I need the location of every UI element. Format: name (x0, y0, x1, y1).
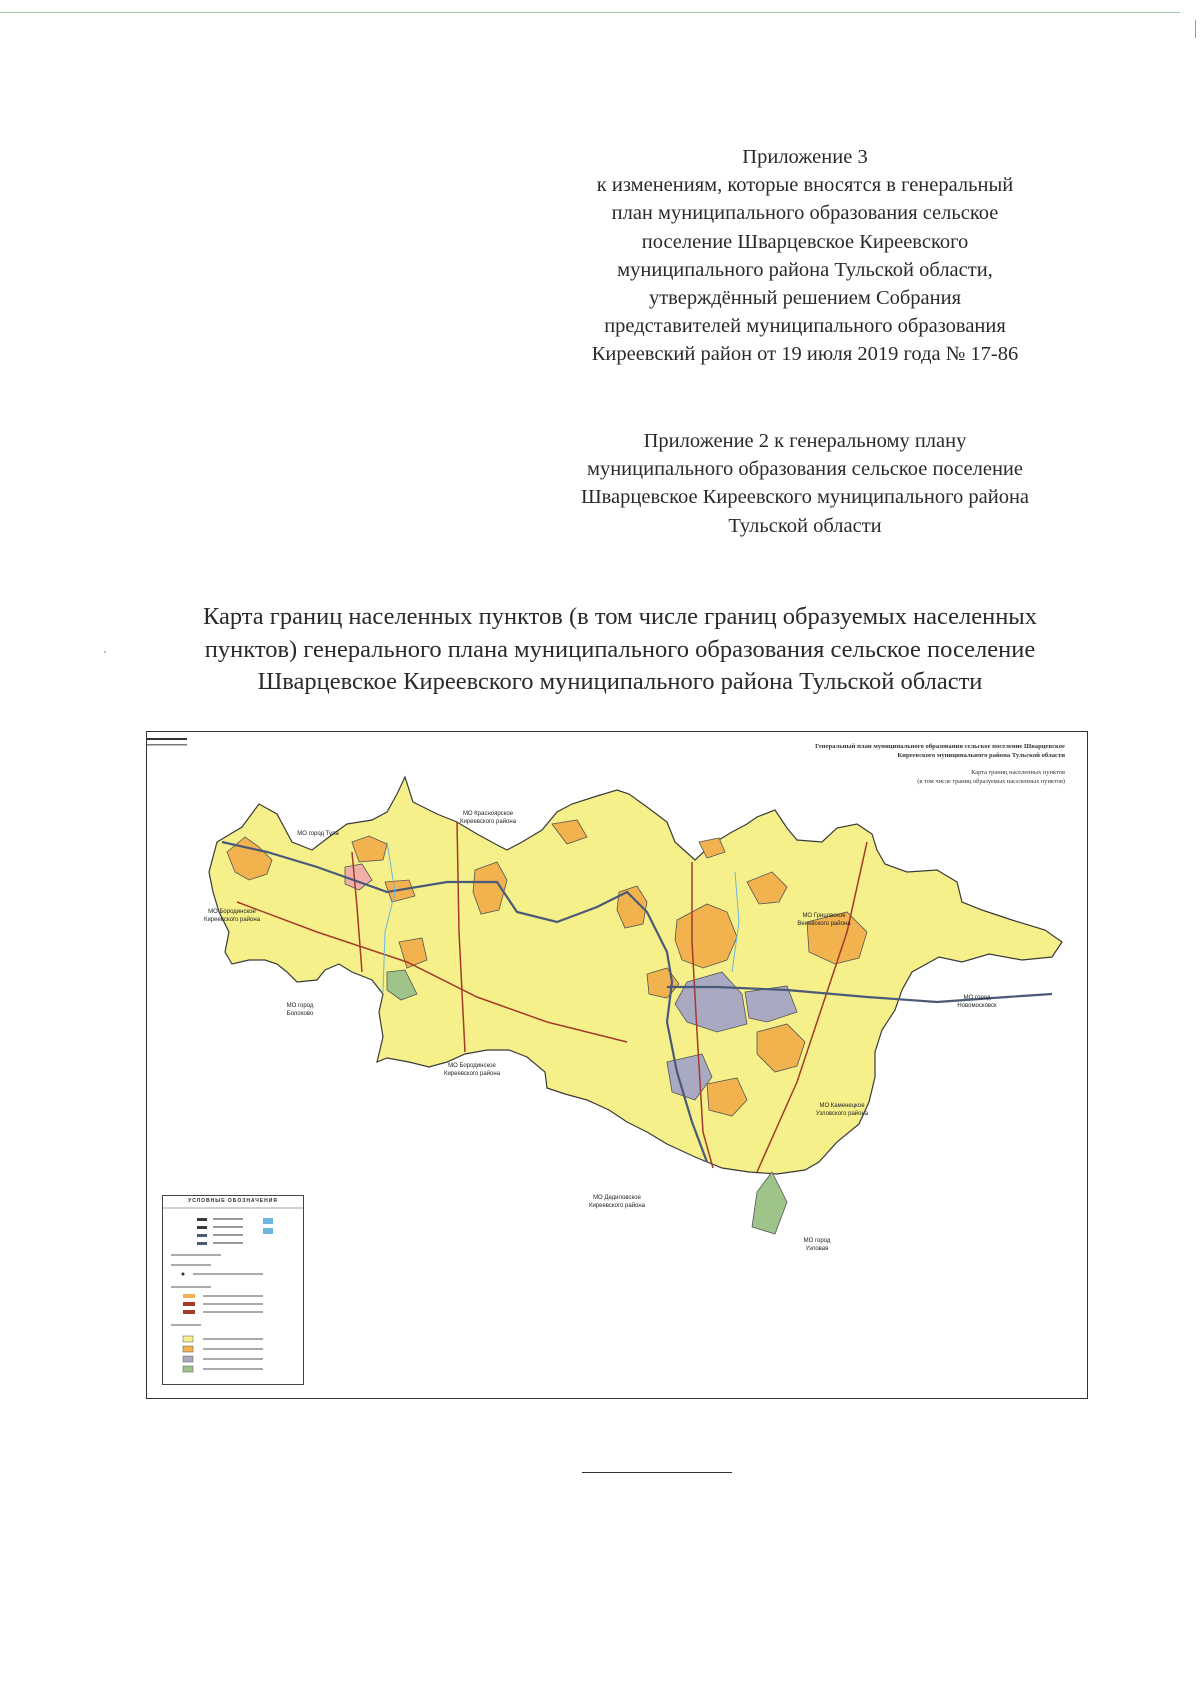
label-tula: МО город Тула (297, 831, 339, 837)
label-dedilovskoe: МО Дедиловское Киреевского района (588, 1195, 646, 1209)
scan-dot (104, 651, 106, 653)
annex-2-line: Приложение 2 к генеральному плану (643, 430, 967, 452)
map-header-line: Киреевского муниципального района Тульской области (897, 752, 1065, 759)
map-subheader-line: Карта границ населенных пунктов (971, 769, 1065, 776)
label-bolokhovo: МО город Болохово (286, 1003, 314, 1017)
map-frame (146, 731, 1088, 1399)
annex-3-line: представителей муниципального образования (604, 315, 1006, 338)
label-gritsovskoe: МО Грицовское Веневского района (797, 913, 851, 927)
annex-3-line: к изменениям, которые вносятся в генеральный (596, 174, 1014, 197)
map-subheader (735, 768, 1065, 786)
annex-3-line: утверждённый решением Собрания (648, 287, 962, 310)
legend-swatches (163, 1196, 303, 1384)
annex-3-line: муниципального района Тульской области, (617, 258, 993, 281)
map-title-line: Шварцевское Киреевского муниципального района Тульской области (257, 668, 983, 695)
map-title-line: Карта границ населенных пунктов (в том числе границ образуемых населенных (202, 603, 1038, 630)
top-border-line (0, 12, 1180, 13)
annex-3-block (545, 143, 1065, 369)
map-title (140, 601, 1100, 699)
annex-3-line: поселение Шварцевское Киреевского (641, 230, 969, 253)
label-borodinskoe-south: МО Бородинское Киреевского района (443, 1063, 501, 1077)
label-borodinskoe-west: МО Бородинское Киреевского района (203, 909, 261, 923)
annex-2-line: муниципального образования сельское поселение (586, 458, 1023, 481)
annex-2-line: Тульской области (728, 514, 882, 537)
green-zone (752, 1172, 787, 1234)
map-header-line: Генеральный план муниципального образования сельское поселение Шварцевское (815, 743, 1065, 750)
map-header (735, 742, 1065, 760)
map-legend (162, 1195, 304, 1385)
annex-3-line: Киреевский район от 19 июля 2019 года № 17-86 (591, 343, 1019, 366)
label-uzlovaya: МО город Узловая (803, 1238, 831, 1252)
closing-rule (582, 1472, 732, 1473)
map-subheader-line: (в том числе границ образуемых населенных пунктов) (917, 778, 1065, 785)
annex-2-line: Шварцевское Киреевского муниципального района (580, 486, 1030, 509)
label-novomoskovsk: МО город Новомосковск (957, 995, 997, 1009)
scan-edge-mark (1195, 20, 1196, 38)
map-title-line: пунктов) генерального плана муниципального образования сельское поселение (204, 635, 1036, 663)
annex-2-block (540, 427, 1070, 540)
label-krasnoyarskoe: МО Красноярское Киреевского района (459, 811, 517, 825)
legend-title: УСЛОВНЫЕ ОБОЗНАЧЕНИЯ (188, 1198, 278, 1204)
annex-3-line: план муниципального образования сельское (611, 202, 999, 225)
scale-bar (147, 732, 197, 752)
label-kamenetskoe: МО Каменецкое Узловского района (815, 1103, 869, 1117)
annex-3-line: Приложение 3 (742, 146, 868, 168)
